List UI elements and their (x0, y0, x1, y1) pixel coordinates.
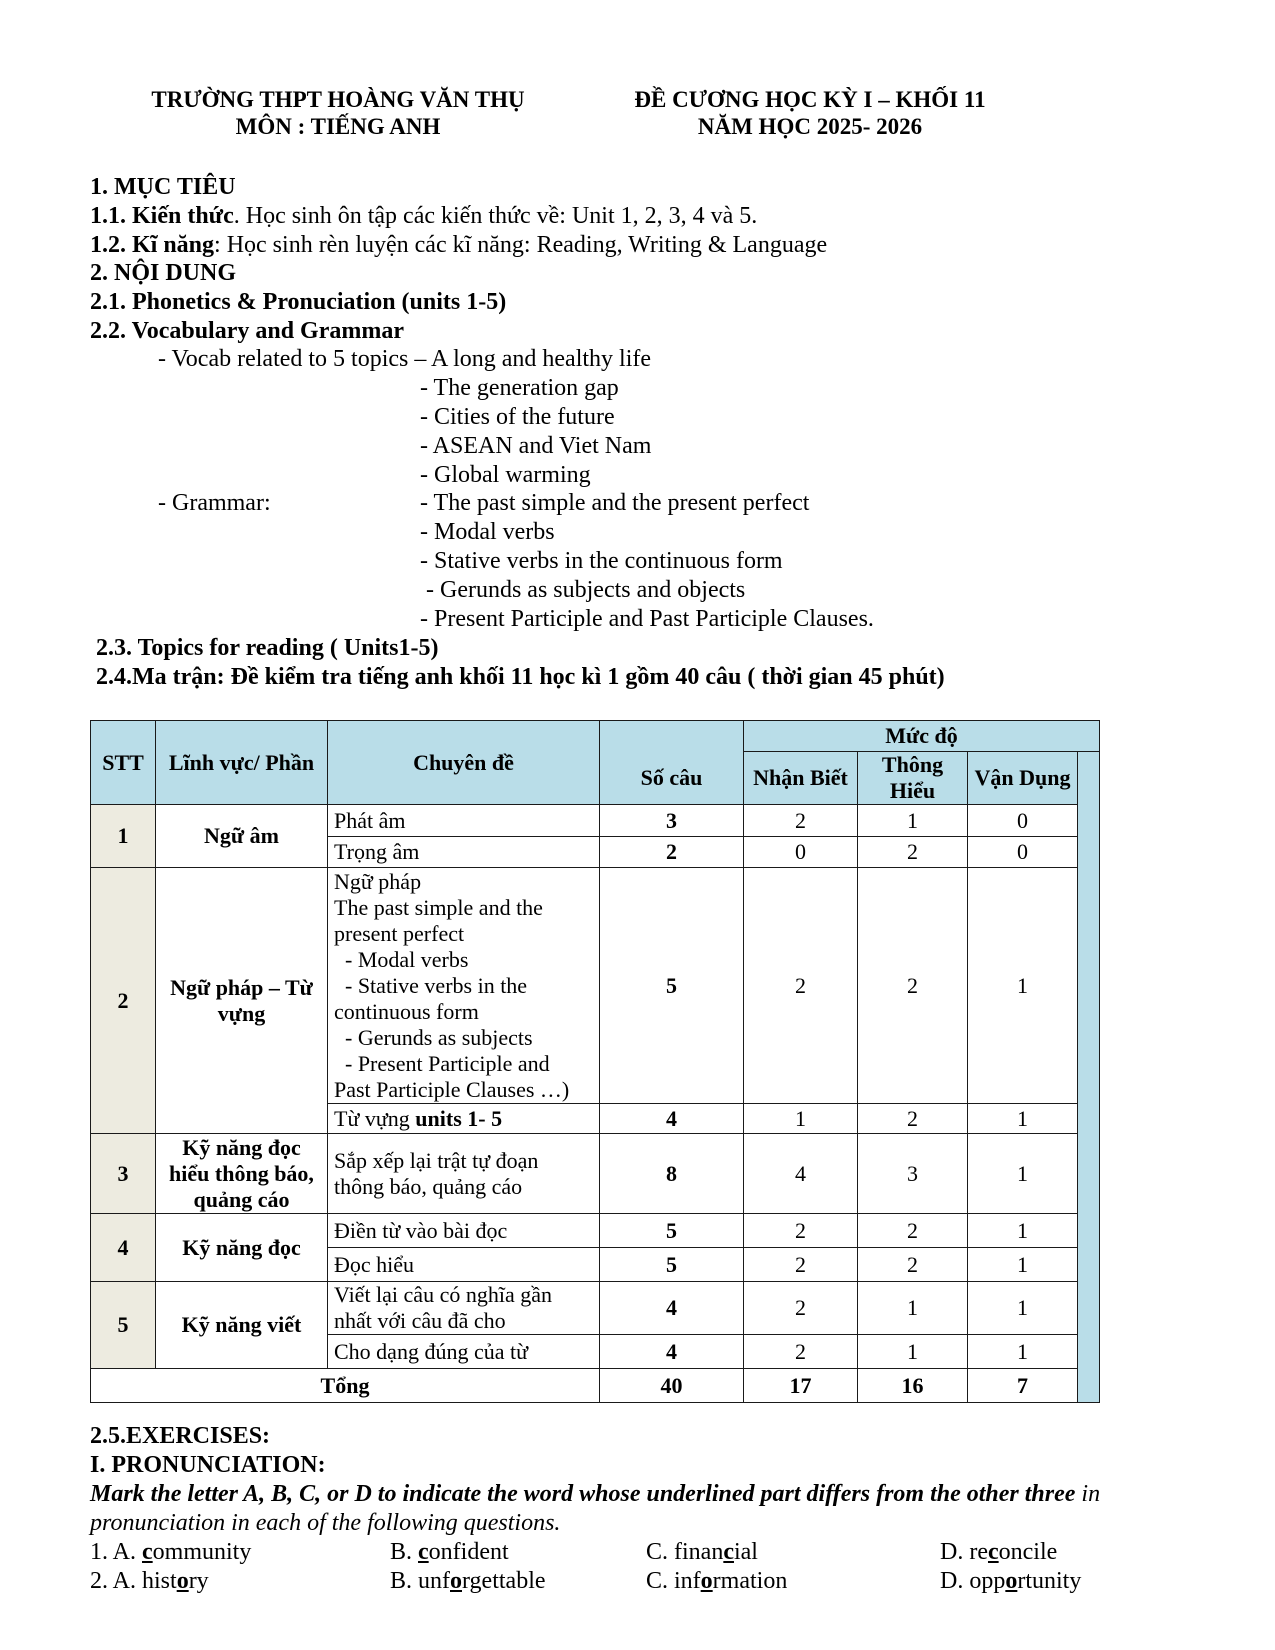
table-row (91, 1134, 1100, 1214)
field-cell: Kỹ năng đọc (156, 1214, 328, 1282)
level-1-cell: 2 (744, 805, 858, 837)
topic-line: continuous form (334, 998, 479, 1024)
stt-cell: 4 (91, 1214, 156, 1282)
level-3-cell: 1 (968, 1282, 1078, 1335)
count-cell: 4 (600, 1335, 744, 1369)
q2-option-d (940, 1567, 1081, 1596)
option-text: rmation (712, 1568, 788, 1594)
grammar-label: - Grammar: (158, 490, 271, 516)
field-cell: Kỹ năng đọc hiểu thông báo, quảng cáo (156, 1134, 328, 1214)
option-text: D. opp (940, 1568, 1006, 1594)
count-cell: 8 (600, 1134, 744, 1214)
level-2-cell: 2 (858, 1248, 968, 1282)
level-3-cell: 1 (968, 1214, 1078, 1248)
level-3-cell: 1 (968, 1104, 1078, 1134)
topic-bold-text: units 1- 5 (415, 1105, 503, 1131)
topic-text: Từ vựng (334, 1105, 416, 1131)
option-text: C. finan (646, 1539, 724, 1565)
option-text: onfident (428, 1539, 509, 1565)
topic-cell: Sắp xếp lại trật tự đoạn thông báo, quảng cáo (328, 1134, 600, 1214)
underlined-part: c (723, 1539, 734, 1565)
level-1-cell: 2 (744, 1214, 858, 1248)
option-text: ry (188, 1568, 209, 1594)
section-2-4-heading: 2.4.Ma trận: Đề kiểm tra tiếng anh khối 11 học kì 1 gồm 40 câu ( thời gian 45 phút) (96, 664, 945, 690)
total-row (91, 1369, 1100, 1403)
topic-line: - Gerunds as subjects (334, 1024, 533, 1050)
option-text: B. (390, 1539, 419, 1565)
instruction-line-2: pronunciation in each of the following questions. (90, 1510, 561, 1536)
section-2-heading: 2. NỘI DUNG (90, 260, 237, 286)
vocab-item: - The generation gap (420, 375, 619, 401)
table-row (91, 868, 1100, 1104)
level-1-cell: 2 (744, 1282, 858, 1335)
count-cell: 5 (600, 868, 744, 1104)
section-2-5-heading: 2.5.EXERCISES: (90, 1423, 271, 1449)
school-name: TRƯỜNG THPT HOÀNG VĂN THỤ (151, 87, 525, 112)
stt-cell: 5 (91, 1282, 156, 1369)
header-level-recognition: Nhận Biết (744, 752, 858, 805)
field-cell: Kỹ năng viết (156, 1282, 328, 1369)
option-text: oncile (998, 1539, 1058, 1565)
topic-line: - Present Participle and (334, 1050, 550, 1076)
header-stt: STT (91, 721, 156, 805)
blue-side-strip (1078, 752, 1100, 1403)
topic-cell (328, 1104, 600, 1134)
q1-option-d (940, 1538, 1057, 1567)
grammar-item: - Stative verbs in the continuous form (420, 548, 783, 574)
header-level-comprehension: Thông Hiểu (858, 752, 968, 805)
header-topic: Chuyên đề (328, 721, 600, 805)
grammar-item: - Modal verbs (420, 519, 555, 545)
option-text: C. inf (646, 1568, 701, 1594)
header-count: Số câu (600, 752, 744, 805)
grammar-item: - The past simple and the present perfect (420, 490, 810, 516)
underlined-part: c (142, 1539, 153, 1565)
option-text: B. unf (390, 1568, 450, 1594)
underlined-part: o (450, 1568, 462, 1594)
count-cell: 4 (600, 1282, 744, 1335)
total-level-3: 7 (968, 1369, 1078, 1403)
topic-line: - Modal verbs (334, 946, 469, 972)
underlined-part: c (987, 1539, 999, 1565)
level-3-cell: 1 (968, 868, 1078, 1104)
section-2-2-heading: 2.2. Vocabulary and Grammar (90, 318, 405, 344)
level-3-cell: 1 (968, 1248, 1078, 1282)
count-cell: 3 (600, 805, 744, 837)
option-text: ial (733, 1539, 758, 1565)
stt-cell: 1 (91, 805, 156, 868)
table-row (91, 1282, 1100, 1335)
topic-cell: Cho dạng đúng của từ (328, 1335, 600, 1369)
level-2-cell: 2 (858, 837, 968, 868)
count-cell: 4 (600, 1104, 744, 1134)
topic-line: present perfect (334, 920, 465, 946)
level-2-cell: 1 (858, 1282, 968, 1335)
section-2-1-heading: 2.1. Phonetics & Pronuciation (units 1-5) (90, 289, 507, 315)
level-2-cell: 1 (858, 805, 968, 837)
total-count: 40 (600, 1369, 744, 1403)
header-level: Mức độ (744, 721, 1100, 752)
level-3-cell: 1 (968, 1335, 1078, 1369)
level-1-cell: 4 (744, 1134, 858, 1214)
subject-name: MÔN : TIẾNG ANH (235, 114, 441, 139)
count-cell: 5 (600, 1214, 744, 1248)
level-1-cell: 2 (744, 1248, 858, 1282)
section-1-1 (90, 202, 757, 231)
level-1-cell: 1 (744, 1104, 858, 1134)
vocab-item: - ASEAN and Viet Nam (420, 433, 652, 459)
total-label: Tổng (91, 1369, 600, 1403)
option-text: ommunity (152, 1539, 252, 1565)
topic-cell: Điền từ vào bài đọc (328, 1214, 600, 1248)
section-1-2-text: : Học sinh rèn luyện các kĩ năng: Reading, Writing & Language (214, 232, 828, 258)
grammar-item: - Gerunds as subjects and objects (420, 577, 746, 603)
level-3-cell: 1 (968, 1134, 1078, 1214)
section-2-3-heading: 2.3. Topics for reading ( Units1-5) (96, 635, 439, 661)
stt-cell: 2 (91, 868, 156, 1134)
field-cell: Ngữ pháp – Từ vựng (156, 868, 328, 1134)
instruction-rest: in (1075, 1481, 1101, 1507)
stt-cell: 3 (91, 1134, 156, 1214)
topic-cell: Phát âm (328, 805, 600, 837)
count-cell: 2 (600, 837, 744, 868)
q1-option-c (646, 1538, 758, 1567)
option-text: rtunity (1017, 1568, 1082, 1594)
header-count-top (600, 721, 744, 752)
level-3-cell: 0 (968, 805, 1078, 837)
topic-cell: Trọng âm (328, 837, 600, 868)
header-level-application: Vận Dụng (968, 752, 1078, 805)
exam-matrix-table (90, 720, 1100, 1403)
topic-line: - Stative verbs in the (334, 972, 528, 998)
instruction (90, 1480, 1100, 1509)
level-1-cell: 2 (744, 868, 858, 1104)
vocab-item: - Cities of the future (420, 404, 615, 430)
q1-option-b (390, 1538, 509, 1567)
total-level-1: 17 (744, 1369, 858, 1403)
option-text: 1. A. (90, 1539, 143, 1565)
level-2-cell: 3 (858, 1134, 968, 1214)
topic-line: Past Participle Clauses …) (334, 1076, 570, 1102)
vocab-label: - Vocab related to 5 topics – A long and healthy life (158, 346, 652, 372)
school-year: NĂM HỌC 2025- 2026 (697, 114, 923, 139)
topic-cell: Đọc hiểu (328, 1248, 600, 1282)
level-2-cell: 2 (858, 1214, 968, 1248)
section-1-2-label: 1.2. Kĩ năng (90, 232, 215, 258)
level-3-cell: 0 (968, 837, 1078, 868)
topic-line: Ngữ pháp (334, 868, 422, 894)
field-cell: Ngữ âm (156, 805, 328, 868)
q2-option-b (390, 1567, 546, 1596)
underlined-part: o (1005, 1568, 1018, 1594)
count-cell: 5 (600, 1248, 744, 1282)
table-row (91, 805, 1100, 837)
underlined-part: o (700, 1568, 713, 1594)
q2-option-c (646, 1567, 787, 1596)
option-text: D. re (940, 1539, 988, 1565)
total-level-2: 16 (858, 1369, 968, 1403)
level-2-cell: 2 (858, 868, 968, 1104)
q1-option-a (90, 1538, 251, 1567)
topic-cell: Viết lại câu có nghĩa gần nhất với câu đã cho (328, 1282, 600, 1335)
table-row (91, 1214, 1100, 1248)
header-field: Lĩnh vực/ Phần (156, 721, 328, 805)
level-2-cell: 2 (858, 1104, 968, 1134)
instruction-bold: Mark the letter A, B, C, or D to indicate the word whose underlined part differs from the other three (90, 1481, 1076, 1507)
section-1-heading: 1. MỤC TIÊU (90, 174, 236, 200)
topic-cell (328, 868, 600, 1104)
vocab-item: - Global warming (420, 462, 591, 488)
part-1-heading: I. PRONUNCIATION: (90, 1452, 326, 1478)
document-title: ĐỀ CƯƠNG HỌC KỲ I – KHỐI 11 (634, 87, 986, 112)
underlined-part: o (176, 1568, 189, 1594)
section-1-1-label: 1.1. Kiến thức (90, 203, 234, 229)
level-2-cell: 1 (858, 1335, 968, 1369)
option-text: rgettable (462, 1568, 546, 1594)
topic-line: The past simple and the (334, 894, 543, 920)
underlined-part: c (418, 1539, 429, 1565)
q2-option-a (90, 1567, 209, 1596)
level-1-cell: 0 (744, 837, 858, 868)
section-1-2 (90, 231, 827, 260)
level-1-cell: 2 (744, 1335, 858, 1369)
section-1-1-text: . Học sinh ôn tập các kiến thức về: Unit 1, 2, 3, 4 và 5. (233, 203, 758, 229)
option-text: 2. A. hist (90, 1568, 177, 1594)
grammar-item: - Present Participle and Past Participle Clauses. (420, 606, 874, 632)
